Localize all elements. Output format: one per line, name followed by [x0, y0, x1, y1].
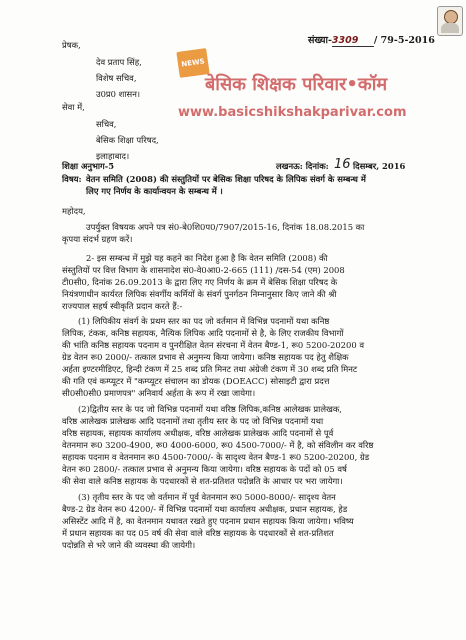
body-line: 2- इस सम्बन्ध में मुझे यह कहने का निदेश हुआ है कि वेतन समिति (2008) की: [86, 253, 328, 263]
subject-line-1: वेतन समिति (2008) की संस्तुतियों पर बेसिक शिक्षा परिषद के लिपिक संवर्ग के सम्बन्ध में: [86, 174, 366, 184]
body-line: नियंत्रणाधीन कार्यरत लिपिक संवर्गीय कर्मियों के संवर्ग पुनर्गठन निम्नानुसार किए जाने की श्री: [62, 289, 337, 299]
sender-office: उ0प्र0 शासन।: [96, 89, 141, 99]
watermark-site-url: www.basicshikshakparivar.com: [178, 105, 407, 120]
body-line: असिस्टेंट आदि में है, का वेतनमान यथावत रखते हुए पदनाम प्रधान सहायक किया जायेगा। भविष्य: [62, 516, 354, 526]
recipient-city: इलाहाबाद।: [96, 151, 130, 161]
body-line: कृपया संदर्भ ग्रहण करें।: [62, 234, 133, 244]
body-line: की भांति कनिष्ठ सहायक पदनाम व पुनरीक्षित वेतन संरचना में वेतन बैण्ड-1, रू0 5200-20200 व: [62, 340, 364, 350]
body-line: सहायक पदनाम व वेतनमान रू0 4500-7000/- के सादृश्य वेतन बैण्ड-1 रू0 5200-20200, ग्रेड: [62, 452, 370, 462]
reference-handwritten: 3309: [331, 35, 359, 46]
sender-label: प्रेषक,: [62, 40, 81, 50]
recipient-office: बेसिक शिक्षा परिषद,: [96, 135, 159, 145]
sender-name: देव प्रताप सिंह,: [96, 57, 142, 67]
body-line: वरिष्ठ सहायक, सहायक कार्यालय अधीक्षक, वरिष्ठ आलेखक प्रालेखक आदि पदनामों से पूर्व: [62, 428, 334, 438]
body-line: (2)द्वितीय स्तर के पद जो विभिन्न पदनामों यथा वरिष्ठ लिपिक,कनिष्ठ आलेखक प्रालेखक,: [78, 404, 342, 414]
body-line: राज्यपाल सहर्ष स्वीकृति प्रदान करते हैं:-: [62, 301, 183, 311]
subject-label: विषय:: [62, 174, 82, 184]
body-line: (1) लिपिकीय संवर्ग के प्रथम स्तर का पद जो वर्तमान में विभिन्न पदनामों यथा कनिष्ठ: [78, 316, 330, 326]
date-suffix: दिसम्बर, 2016: [353, 161, 406, 171]
body-line: संस्तुतियों पर वित्त विभाग के शासनादेश सं0-वे0आ0-2-665 (111) /दस-54 (एम) 2008: [62, 265, 345, 275]
sender-designation: विशेष सचिव,: [96, 73, 137, 83]
subject-line-2: लिए गए निर्णय के कार्यान्वयन के सम्बन्ध में ।: [86, 186, 223, 196]
date-handwritten-day: 16: [334, 157, 351, 172]
body-line: (3) तृतीय स्तर के पद जो वर्तमान में पूर्व वेतनमान रू0 5000-8000/- सादृश्य वेतन: [78, 492, 336, 502]
body-line: वरिष्ठ आलेखक प्रालेखक आदि पदनामों तथा तृतीय स्तर के पद जो विभिन्न पदनामों यथा: [62, 416, 324, 426]
body-line: पदोन्नति से भरे जाने की व्यवस्था की जायेगी।: [62, 540, 196, 550]
body-line: वेतन रू0 2800/- तत्काल प्रभाव से अनुमन्य किया जायेगा। वरिष्ठ सहायक के पदों को 05 वर्ष: [62, 464, 347, 474]
body-line: में प्रधान सहायक का पद 05 वर्ष की सेवा वाले वरिष्ठ सहायक के पदधारकों से शत-प्रतिशत: [62, 528, 334, 538]
body-line: टी0सी0, दिनांक 26.09.2013 के द्वारा लिए गए निर्णय के क्रम में बेसिक शिक्षा परिषद के: [62, 277, 338, 287]
news-badge-icon: NEWS: [176, 48, 209, 78]
body-line: वेतनमान रू0 3200-4900, रू0 4000-6000, रू0 4500-7000/- में है, को संविलीन कर वरिष्ठ: [62, 440, 374, 450]
body-line: सी0सी0सी0 प्रमाणपत्र" अनिवार्य अर्हता के रूप में रखा जायेगा।: [62, 388, 256, 398]
body-line: की गति एवं कम्प्यूटर में "कम्प्यूटर संचालन का डोयक (DOEACC) सोसाइटी द्वारा प्रदत्त: [62, 376, 330, 386]
reference-prefix: संख्या-: [308, 35, 332, 46]
date-prefix: लखनऊ: दिनांक:: [276, 161, 329, 171]
body-line: अर्हता इण्टरमीडिएट, हिन्दी टंकण में 25 शब्द प्रति मिनट तथा अंग्रेजी टंकण में 30 शब्द प्रति मिनट: [62, 364, 358, 374]
body-line: लिपिक, टंकक, कनिष्ठ सहायक, नैत्यिक लिपिक आदि पदनामों से है, के लिए राजकीय विभागों: [62, 328, 344, 338]
body-line: उपर्युक्त विषयक अपने पत्र सं0-बे0शि0प0/7907/2015-16, दिनांक 18.08.2015 का: [86, 222, 365, 232]
section-label: शिक्षा अनुभाग-5: [62, 161, 115, 171]
salutation: महोदय,: [62, 206, 86, 216]
portrait-emblem-icon: [437, 6, 463, 36]
reference-number: [308, 33, 435, 47]
reference-suffix: / 79-5-2016: [373, 35, 435, 46]
body-line: ग्रेड वेतन रू0 2000/- तत्काल प्रभाव से अनुमन्य किया जायेगा। कनिष्ठ सहायक पद हेतु शैक्षिक: [62, 352, 349, 362]
watermark-site-name: बेसिक शिक्षक परिवार•कॉम: [205, 74, 388, 95]
body-line: बैण्ड-2 ग्रेड वेतन रू0 4200/- में विभिन्न पदनामों यथा कार्यालय अधीक्षक, प्रधान सहायक, हेड: [62, 504, 348, 514]
body-line: की सेवा वाले कनिष्ठ सहायक के पदधारकों से शत-प्रतिशत पदोन्नति के आधार पर भरा जायेगा।: [62, 476, 343, 486]
recipient-designation: सचिव,: [96, 119, 117, 129]
recipient-label: सेवा में,: [62, 102, 85, 112]
